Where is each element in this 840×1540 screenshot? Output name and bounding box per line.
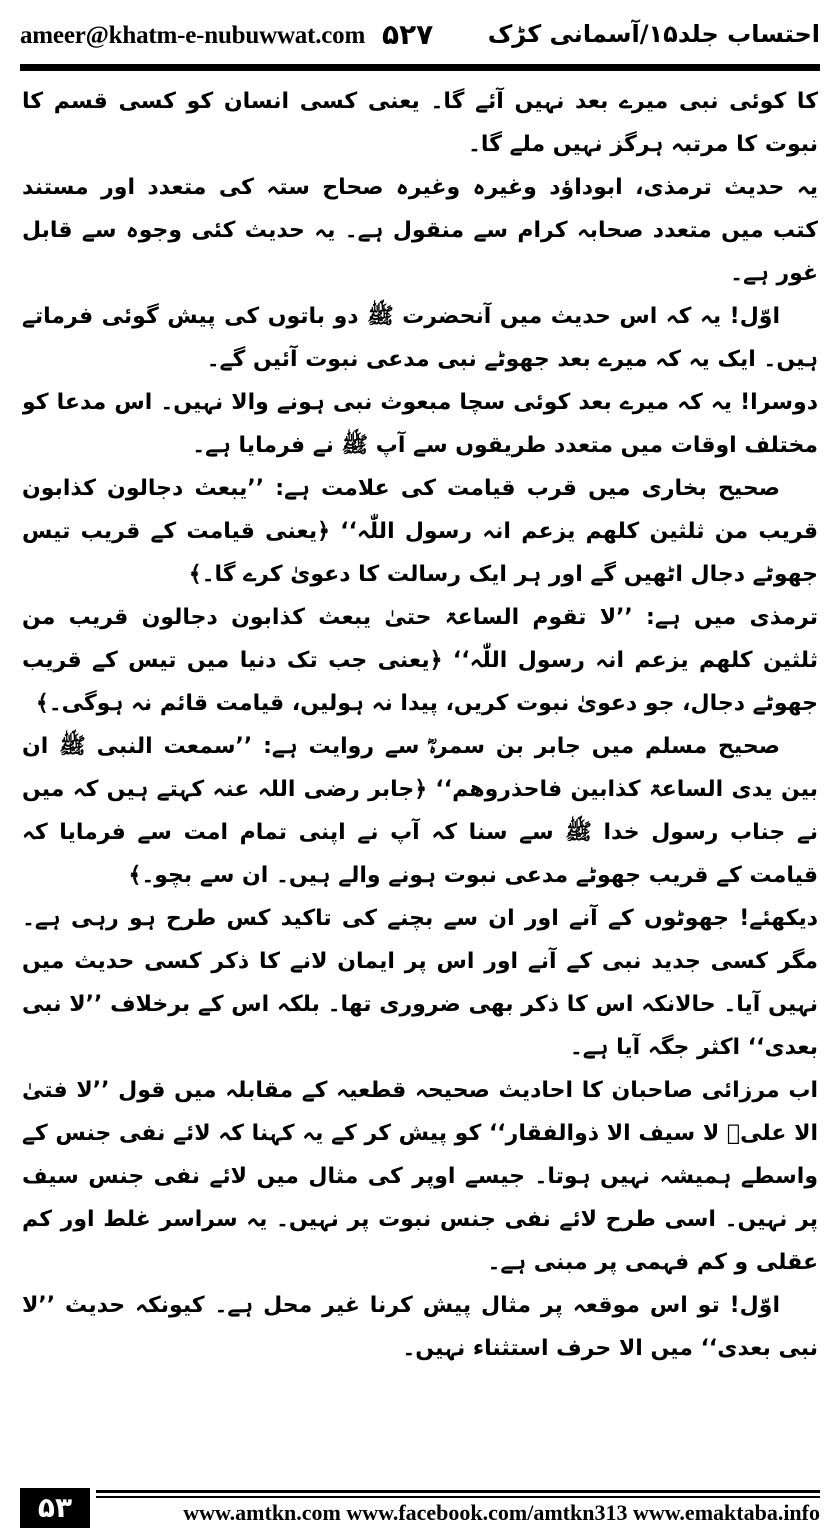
footer-rule bbox=[96, 1496, 820, 1498]
header-title: احتساب جلد۱۵/آسمانی کڑک bbox=[487, 20, 820, 48]
page-header bbox=[20, 10, 820, 62]
paragraph: اوّل! تو اس موقعہ پر مثال پیش کرنا غیر محل ہے۔ کیونکہ حدیث ’’لا نبی بعدی‘‘ میں الا حرف استثناء نہیں۔ bbox=[22, 1293, 818, 1361]
paragraph: صحیح مسلم میں جابر بن سمرہؓ سے روایت ہے: ’’سمعت النبی ﷺ ان بین یدی الساعۃ کذابین فاحذروھم‘‘ ﴿جابر رضی اللہ عنہ کہتے ہیں کہ میں نے جناب رسول خدا ﷺ سے سنا کہ آپ نے اپنی تمام امت سے فرمایا کہ قیامت کے قریب جھوٹے مدعی نبوت ہونے والے ہیں۔ ان سے بچو۔﴾ bbox=[22, 734, 818, 888]
paragraph: دیکھئے! جھوٹوں کے آنے اور ان سے بچنے کی تاکید کس طرح ہو رہی ہے۔ مگر کسی جدید نبی کے آنے اور اس پر ایمان لانے کا ذکر کسی حدیث میں نہیں آیا۔ حالانکہ اس کا ذکر بھی ضروری تھا۔ بلکہ اس کے برخلاف ’’لا نبی بعدی‘‘ اکثر جگہ آیا ہے۔ bbox=[22, 906, 818, 1060]
paragraph: کا کوئی نبی میرے بعد نہیں آئے گا۔ یعنی کسی انسان کو کسی قسم کا نبوت کا مرتبہ ہرگز نہیں ملے گا۔ bbox=[22, 89, 818, 157]
paragraph: اب مرزائی صاحبان کا احادیث صحیحہ قطعیہ کے مقابلہ میں قول ’’لا فتیٰ الا علیؓ لا سیف الا ذوالفقار‘‘ کو پیش کر کے یہ کہنا کہ لائے نفی جنس کے واسطے ہمیشہ نہیں ہوتا۔ جیسے اوپر کی مثال میں لائے نفی جنس سیف پر نہیں۔ اسی طرح لائے نفی جنس نبوت پر نہیں۔ یہ سراسر غلط اور کم عقلی و کم فہمی پر مبنی ہے۔ bbox=[22, 1078, 818, 1275]
paragraph: صحیح بخاری میں قرب قیامت کی علامت ہے: ’’یبعث دجالون کذابون قریب من ثلثین کلھم یزعم انہ رسول اللّٰہ‘‘ ﴿یعنی قیامت کے قریب تیس جھوٹے دجال اٹھیں گے اور ہر ایک رسالت کا دعویٰ کرے گا۔﴾ bbox=[22, 476, 818, 587]
header-rule bbox=[20, 64, 820, 71]
header-page-number: ۵۲۷ bbox=[382, 18, 434, 51]
page-body bbox=[22, 80, 818, 1470]
footer-links: www.amtkn.com www.facebook.com/amtkn313 www.emaktaba.info bbox=[183, 1500, 820, 1525]
footer-page-number: ۵۳ bbox=[20, 1488, 90, 1528]
paragraph: یہ حدیث ترمذی، ابوداؤد وغیرہ وغیرہ صحاح ستہ کی متعدد اور مستند کتب میں متعدد صحابہ کرام سے منقول ہے۔ یہ حدیث کئی وجوہ سے قابل غور ہے۔ bbox=[22, 175, 818, 286]
footer-rule bbox=[96, 1490, 820, 1493]
paragraph: ترمذی میں ہے: ’’لا تقوم الساعۃ حتیٰ یبعث کذابون دجالون قریب من ثلثین کلھم یزعم انہ رسول اللّٰہ‘‘ ﴿یعنی جب تک دنیا میں تیس کے قریب جھوٹے دجال، جو دعویٰ نبوت کریں، پیدا نہ ہولیں، قیامت قائم نہ ہوگی۔﴾ bbox=[22, 605, 818, 716]
paragraph: اوّل! یہ کہ اس حدیث میں آنحضرت ﷺ دو باتوں کی پیش گوئی فرماتے ہیں۔ ایک یہ کہ میرے بعد جھوٹے نبی مدعی نبوت آئیں گے۔ bbox=[22, 304, 818, 372]
header-email: ameer@khatm-e-nubuwwat.com bbox=[20, 22, 366, 49]
page-footer bbox=[20, 1488, 820, 1528]
paragraph: دوسرا! یہ کہ میرے بعد کوئی سچا مبعوث نبی ہونے والا نہیں۔ اس مدعا کو مختلف اوقات میں متعدد طریقوں سے آپ ﷺ نے فرمایا ہے۔ bbox=[22, 390, 818, 458]
